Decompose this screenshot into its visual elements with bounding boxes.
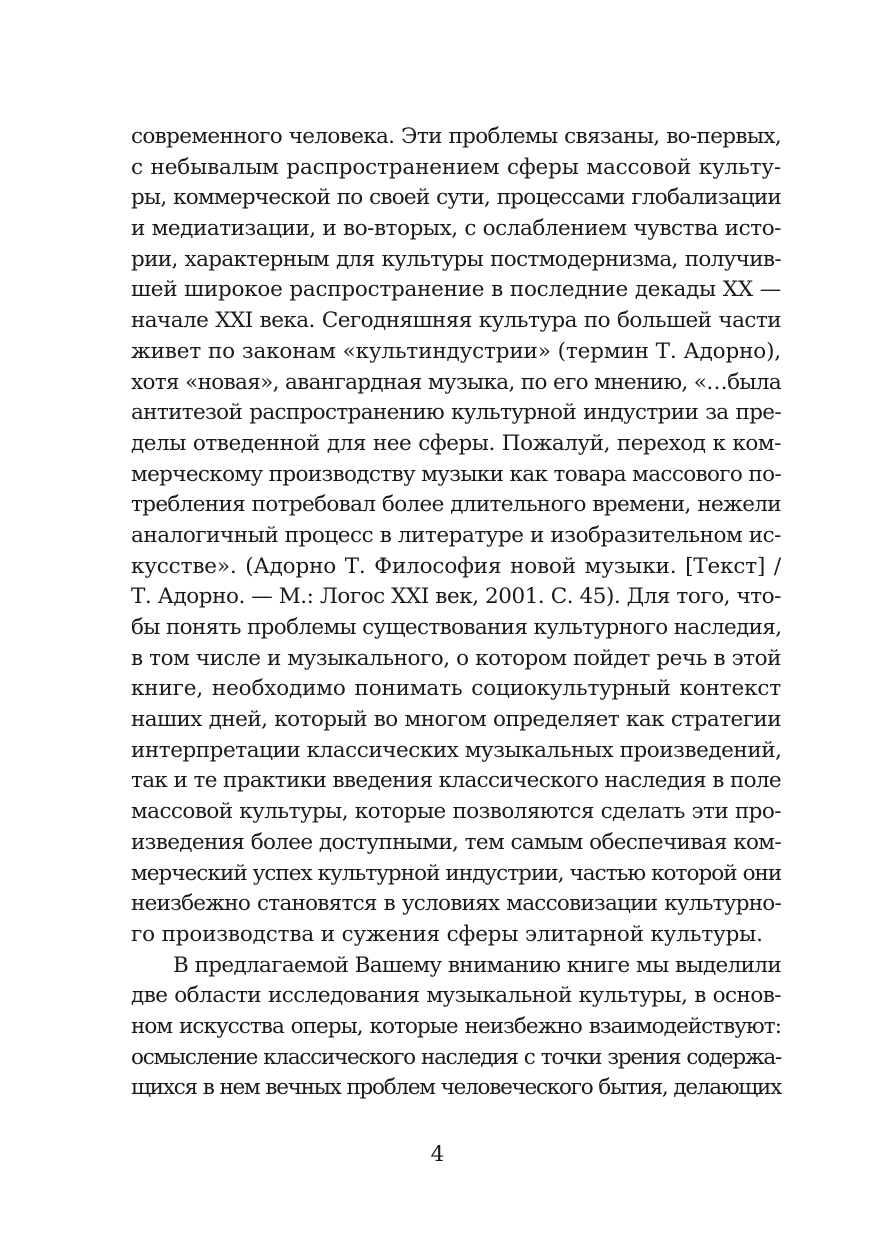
text-line: кусстве». (Адорно Т. Философия новой музыки. [Текст] / xyxy=(131,553,781,579)
text-line: неизбежно становятся в условиях массовизации культурно- xyxy=(131,891,781,917)
text-line: хотя «новая», авангардная музыка, по его мнению, «…была xyxy=(131,369,782,395)
text-line: аналогичный процесс в литературе и изобразительном ис- xyxy=(131,522,781,548)
text-line: живет по законам «культиндустрии» (термин Т. Адорно), xyxy=(131,338,781,364)
text-line: современного человека. Эти проблемы связаны, во-первых, xyxy=(131,124,781,149)
paragraph-1 xyxy=(131,122,781,951)
text-line: шей широкое распространение в последние декады XX — xyxy=(131,277,781,303)
text-line: массовой культуры, которые позволяются сделать эти про- xyxy=(131,799,781,825)
text-line: Т. Адорно. — М.: Логос XXI век, 2001. С. 45). Для того, что- xyxy=(131,584,781,610)
text-line: так и те практики введения классического наследия в поле xyxy=(131,768,781,794)
text-line: бы понять проблемы существования культурного наследия, xyxy=(131,615,782,640)
text-line: книге, необходимо понимать социокультурный контекст xyxy=(131,676,781,702)
text-line: две области исследования музыкальной культуры, в основ- xyxy=(131,983,781,1009)
text-line: мерческий успех культурной индустрии, частью которой они xyxy=(131,860,782,886)
text-line: ры, коммерческой по своей сути, процессами глобализации xyxy=(131,185,781,211)
text-line: антитезой распространению культурной индустрии за пре- xyxy=(131,400,781,426)
text-line: изведения более доступными, тем самым обеспечивая ком- xyxy=(131,829,781,855)
text-line: в том числе и музыкального, о котором пойдет речь в этой xyxy=(131,645,781,671)
text-line: и медиатизации, и во-вторых, с ослаблением чувства исто- xyxy=(131,216,781,242)
body-text xyxy=(131,122,781,1104)
text-line: осмысление классического наследия с точки зрения содержа- xyxy=(131,1044,781,1070)
text-line: требления потребовал более длительного времени, нежели xyxy=(131,492,781,518)
text-line: мерческому производству музыки как товара массового по- xyxy=(131,461,781,487)
text-line: рии, характерным для культуры постмодернизма, получив- xyxy=(131,246,781,272)
text-line: наших дней, который во многом определяет как стратегии xyxy=(131,707,781,733)
text-line: с небывалым распространением сферы массовой культу- xyxy=(131,154,781,180)
text-line: щихся в нем вечных проблем человеческого бытия, делающих xyxy=(131,1075,781,1101)
text-line: делы отведенной для нее сферы. Пожалуй, переход к ком- xyxy=(131,430,781,456)
text-line: ном искусства оперы, которые неизбежно взаимодействуют: xyxy=(131,1013,781,1039)
page-number: 4 xyxy=(430,1142,445,1167)
text-line: интерпретации классических музыкальных произведений, xyxy=(131,737,782,763)
text-line: начале XXI века. Сегодняшняя культура по большей части xyxy=(131,308,781,334)
text-line: В предлагаемой Вашему вниманию книге мы выделили xyxy=(173,952,781,978)
text-line: го производства и сужения сферы элитарной культуры. xyxy=(131,921,763,947)
paragraph-2 xyxy=(131,951,781,1104)
